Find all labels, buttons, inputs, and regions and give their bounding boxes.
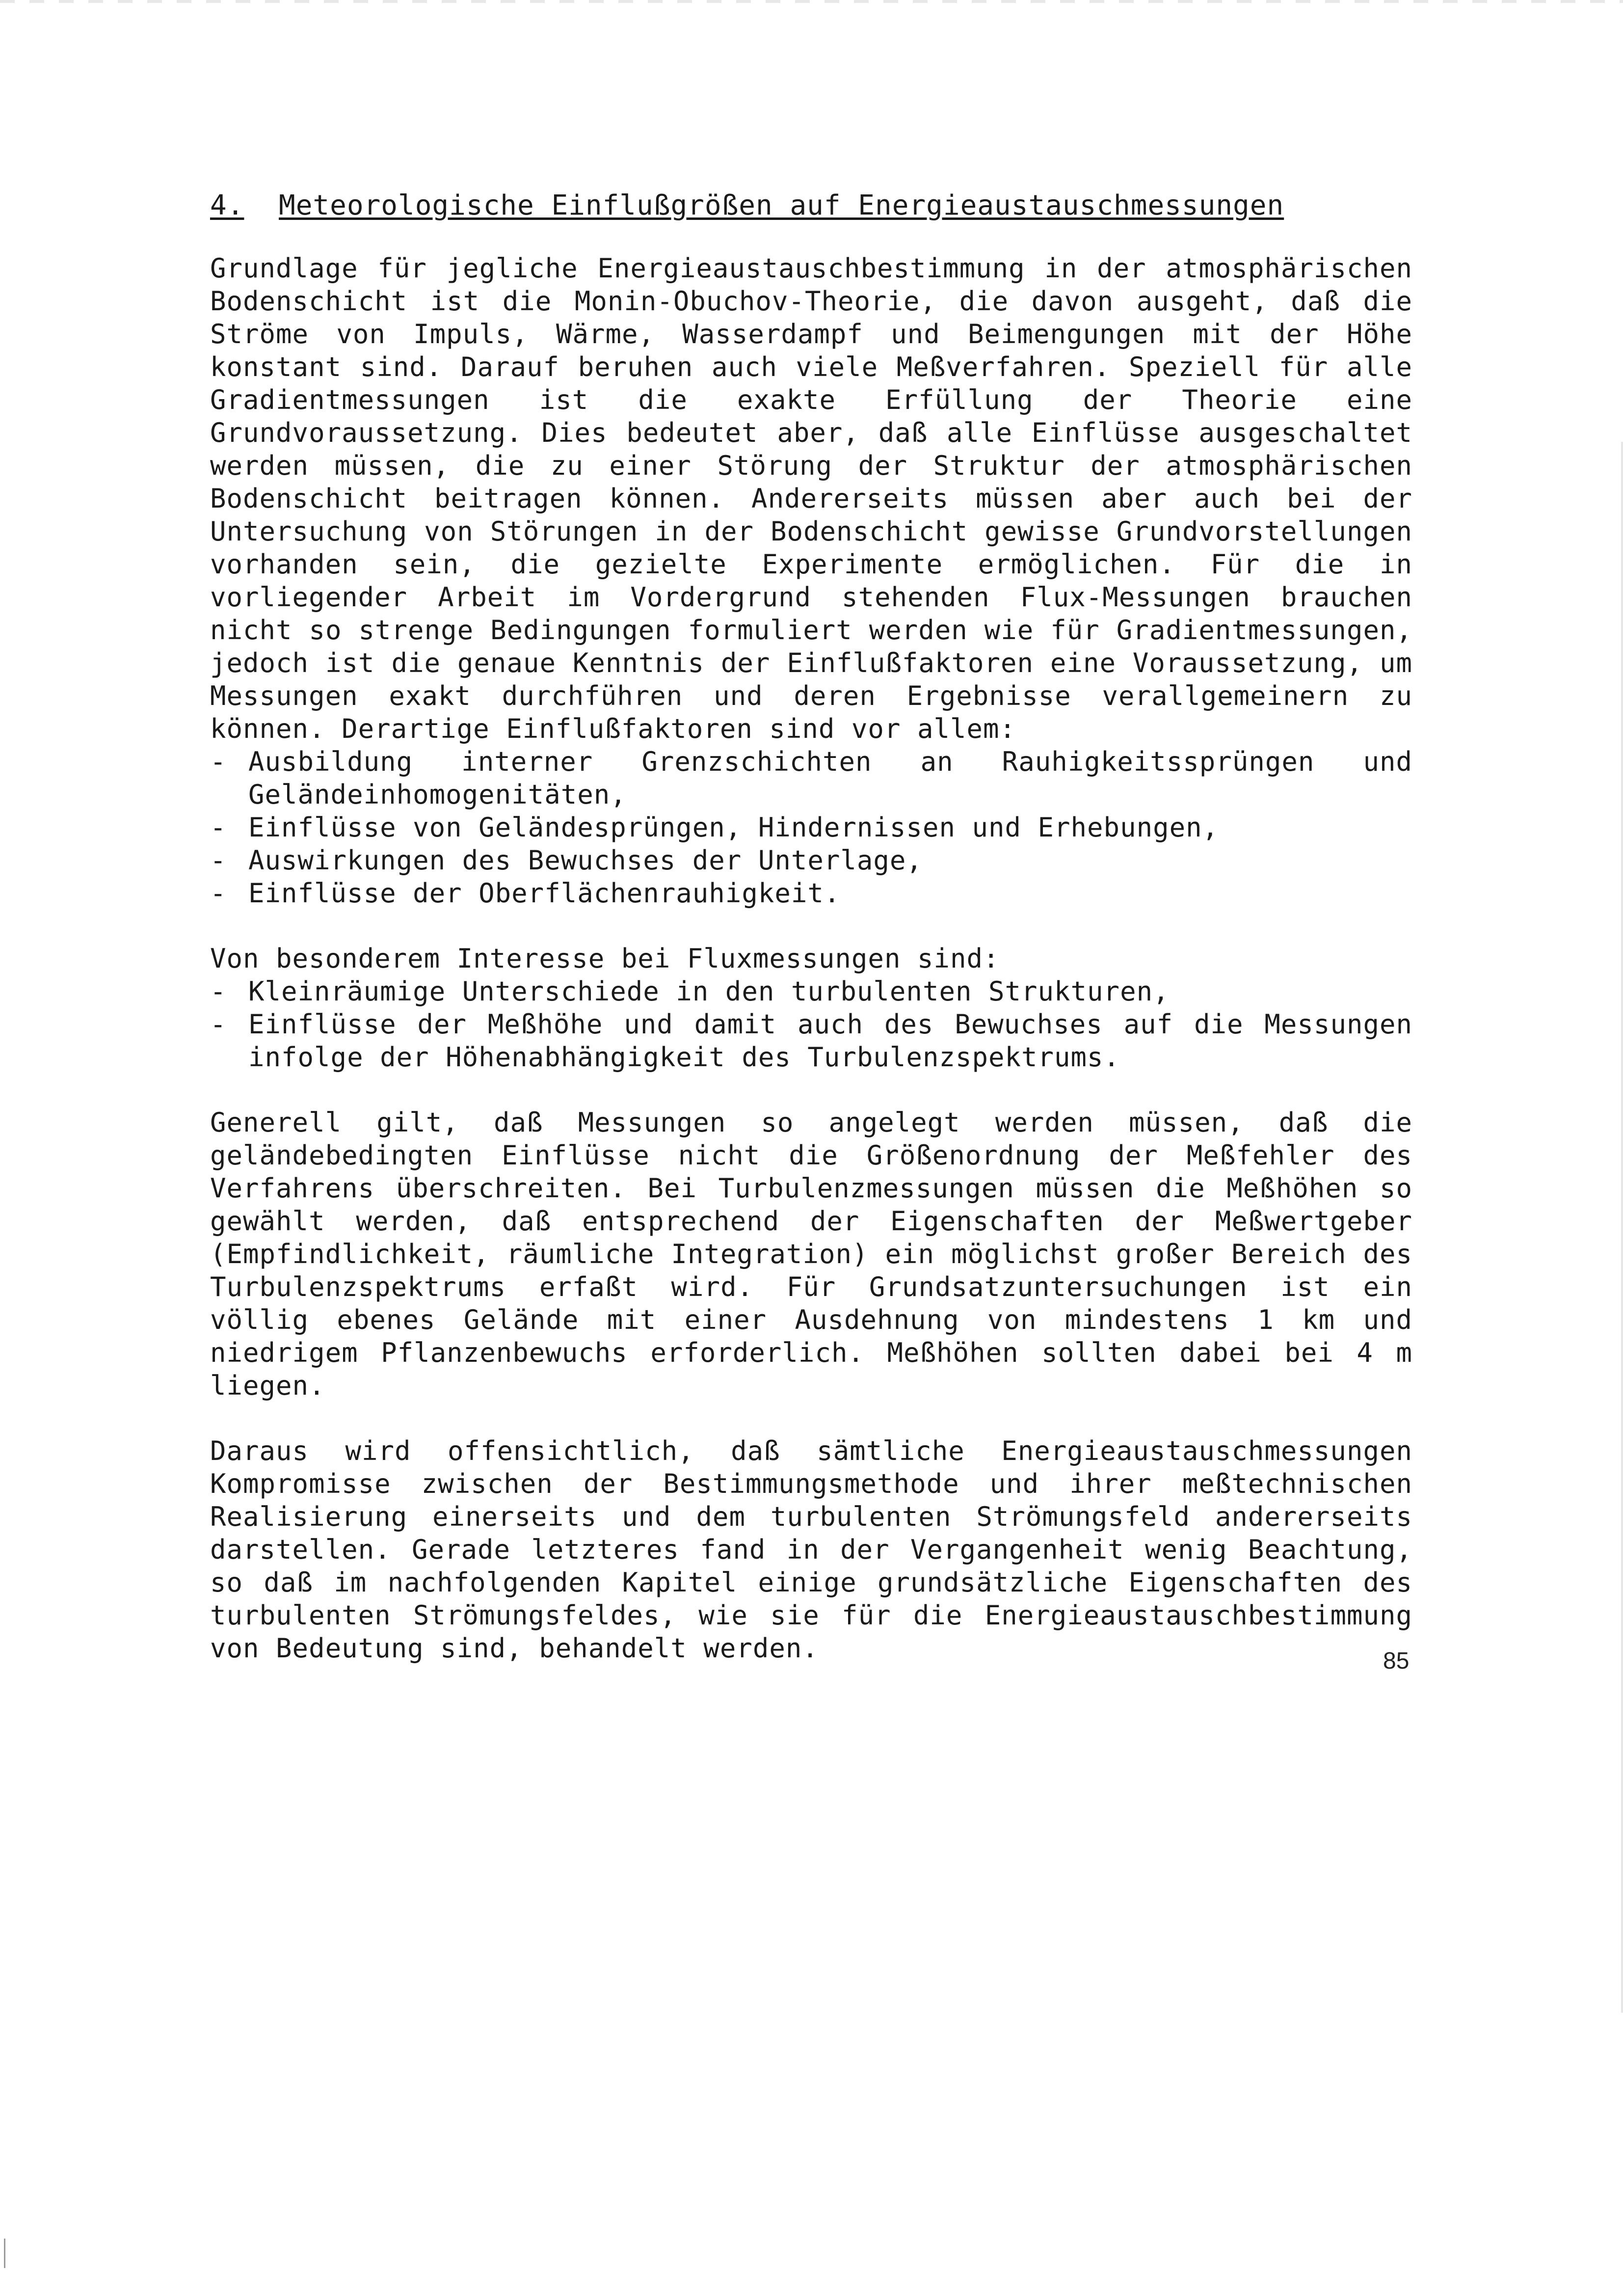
section-heading	[210, 189, 1412, 222]
page-number: 85	[1383, 1648, 1410, 1674]
scan-mark-left	[4, 2239, 5, 2268]
list-item	[210, 844, 1412, 877]
list-item	[210, 1008, 1412, 1074]
page-content	[210, 189, 1412, 1697]
paragraph-flux-interest: Von besonderem Interesse bei Fluxmessungen sind:	[210, 943, 1000, 974]
scan-edge-right	[1621, 442, 1623, 2013]
list-item-text: Einflüsse der Meßhöhe und damit auch des Bewuchses auf die Messungen infolge der Höhenabhängigkeit des Turbulenzspektrums.	[248, 1009, 1412, 1073]
list-dash: -	[210, 1009, 227, 1040]
list-item-text: Einflüsse von Geländesprüngen, Hindernissen und Erhebungen,	[248, 812, 1219, 843]
list-dash: -	[210, 746, 227, 777]
list-dash: -	[210, 845, 227, 876]
list-item	[210, 975, 1412, 1008]
list-dash: -	[210, 976, 227, 1007]
section-number: 4.	[210, 189, 244, 221]
list-item-text: Kleinräumige Unterschiede in den turbulenten Strukturen,	[248, 976, 1170, 1007]
scan-edge-top	[0, 0, 1623, 3]
list-item	[210, 745, 1412, 811]
list-item-text: Ausbildung interner Grenzschichten an Rauhigkeitssprüngen und Geländeinhomogenitäten,	[248, 746, 1412, 810]
flux-interest-list	[210, 975, 1412, 1074]
list-item-text: Einflüsse der Oberflächenrauhigkeit.	[248, 878, 841, 909]
influence-factors-list	[210, 745, 1412, 910]
section-title: Meteorologische Einflußgrößen auf Energieaustauschmessungen	[279, 189, 1284, 221]
paragraph-general-rule: Generell gilt, daß Messungen so angelegt werden müssen, daß die geländebedingten Einflüsse nicht die Größenordnung der Meßfehler des Verfahrens überschreiten. Bei Turbulenzmessungen müssen die Meßhöhen so gewählt werden, daß entsprechend der Eigenschaften der Meßwertgeber (Empfindlichkeit, räumliche Integration) ein möglichst großer Bereich des Turbulenzspektrums erfaßt wird. Für Grundsatzuntersuchungen ist ein völlig ebenes Gelände mit einer Ausdehnung von mindestens 1 km und niedrigem Pflanzenbewuchs erforderlich. Meßhöhen sollten dabei bei 4 m liegen.	[210, 1107, 1412, 1401]
list-item-text: Auswirkungen des Bewuchses der Unterlage,	[248, 845, 923, 876]
list-dash: -	[210, 878, 227, 909]
list-dash: -	[210, 812, 227, 843]
paragraph-conclusion: Daraus wird offensichtlich, daß sämtliche Energieaustauschmessungen Kompromisse zwischen der Bestimmungsmethode und ihrer meßtechnischen Realisierung einerseits und dem turbulenten Strömungsfeld andererseits darstellen. Gerade letzteres fand in der Vergangenheit wenig Beachtung, so daß im nachfolgenden Kapitel einige grundsätzliche Eigenschaften des turbulenten Strömungsfeldes, wie sie für die Energieaustauschbestimmung von Bedeutung sind, behandelt werden.	[210, 1435, 1412, 1664]
paragraph-intro: Grundlage für jegliche Energieaustauschbestimmung in der atmosphärischen Bodenschicht ist die Monin-Obuchov-Theorie, die davon ausgeht, daß die Ströme von Impuls, Wärme, Wasserdampf und Beimengungen mit der Höhe konstant sind. Darauf beruhen auch viele Meßverfahren. Speziell für alle Gradientmessungen ist die exakte Erfüllung der Theorie eine Grundvoraussetzung. Dies bedeutet aber, daß alle Einflüsse ausgeschaltet werden müssen, die zu einer Störung der Struktur der atmosphärischen Bodenschicht beitragen können. Andererseits müssen aber auch bei der Untersuchung von Störungen in der Bodenschicht gewisse Grundvorstellungen vorhanden sein, die gezielte Experimente ermöglichen. Für die in vorliegender Arbeit im Vordergrund stehenden Flux-Messungen brauchen nicht so strenge Bedingungen formuliert werden wie für Gradientmessungen, jedoch ist die genaue Kenntnis der Einflußfaktoren eine Voraussetzung, um Messungen exakt durchführen und deren Ergebnisse verallgemeinern zu können. Derartige Einflußfaktoren sind vor allem:	[210, 253, 1412, 744]
list-item	[210, 811, 1412, 844]
list-item	[210, 877, 1412, 910]
